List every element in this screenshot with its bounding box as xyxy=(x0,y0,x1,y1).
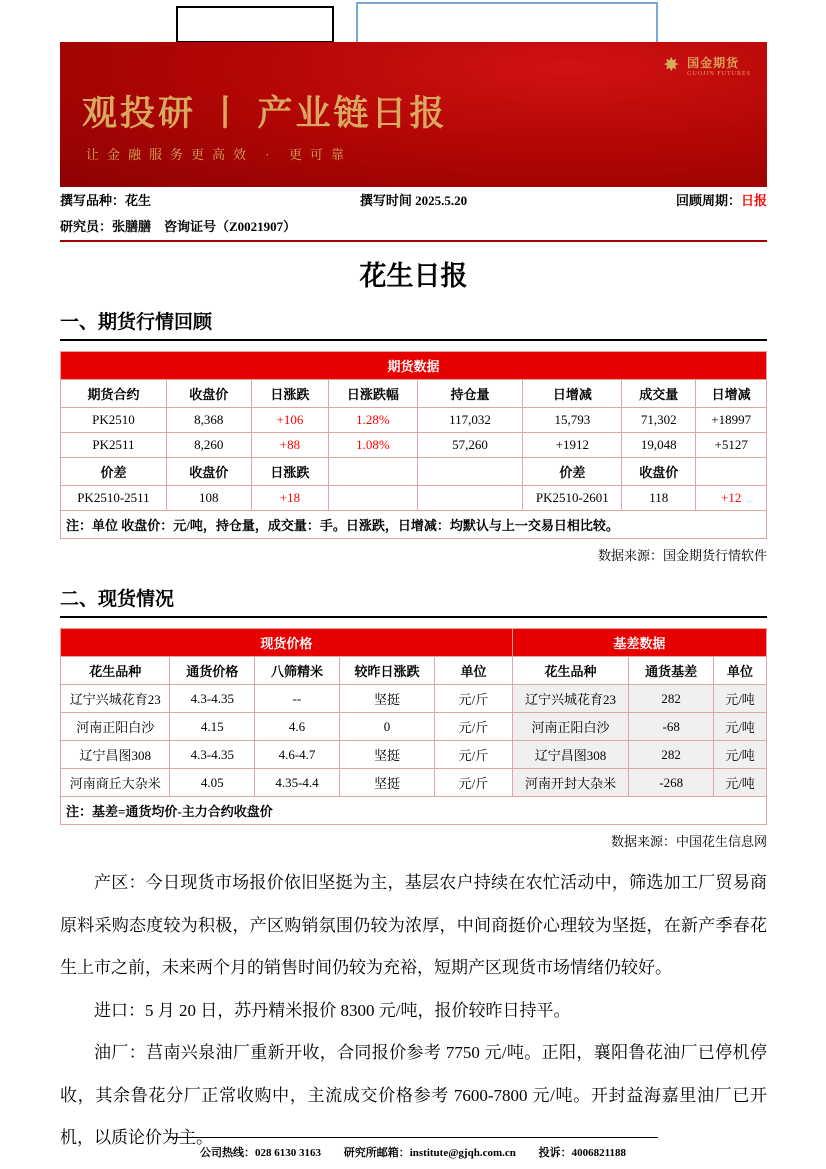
table-row xyxy=(61,511,767,539)
table-cell: 河南开封大杂米 xyxy=(512,769,628,797)
column-header: 通货基差 xyxy=(629,657,714,685)
table-cell: 元/斤 xyxy=(435,769,513,797)
futures-table xyxy=(60,351,767,539)
meta-time: 撰写时间 2025.5.20 xyxy=(359,193,468,208)
meta-period-label: 回顾周期： xyxy=(675,193,741,208)
table-cell: 108 xyxy=(166,486,251,511)
table-row xyxy=(61,769,767,797)
table-cell: 15,793 xyxy=(523,408,622,433)
spot-group-header-left: 现货价格 xyxy=(61,629,513,657)
analysis-text xyxy=(60,862,767,1160)
paragraph-oil-mills: 油厂：莒南兴泉油厂重新开收，合同报价参考 7750 元/吨。正阳，襄阳鲁花油厂已停机停收，其余鲁花分厂正常收购中，主流成交价格参考 7600-7800 元/吨。开封益海嘉里油厂已开机，以质论价为主。 xyxy=(60,1043,767,1147)
table-cell: 坚挺 xyxy=(339,769,434,797)
column-header: 收盘价 xyxy=(166,380,251,408)
table-row xyxy=(61,713,767,741)
table-cell: 元/吨 xyxy=(714,741,767,769)
footer-email: 研究所邮箱：institute@gjqh.com.cn xyxy=(343,1147,516,1159)
column-header: 日涨跌 xyxy=(251,380,329,408)
table-cell: 元/吨 xyxy=(714,685,767,713)
table-row xyxy=(61,352,767,380)
table-cell: 117,032 xyxy=(417,408,523,433)
column-header: 收盘价 xyxy=(622,458,696,486)
table-cell: PK2510-2511 xyxy=(61,486,167,511)
table-row xyxy=(61,685,767,713)
column-header: 单位 xyxy=(435,657,513,685)
column-header: 花生品种 xyxy=(61,657,170,685)
column-header: 日涨跌 xyxy=(251,458,329,486)
table-cell: 4.3-4.35 xyxy=(170,741,255,769)
meta-period-value: 日报 xyxy=(740,193,767,208)
page-footer xyxy=(0,1137,826,1161)
header-divider xyxy=(60,240,767,242)
column-header: 单位 xyxy=(714,657,767,685)
table-header-row xyxy=(61,380,767,408)
table-cell: 元/吨 xyxy=(714,769,767,797)
footer-hotline: 公司热线：028 6130 3163 xyxy=(199,1147,321,1159)
table-cell: 1.08% xyxy=(329,433,417,458)
banner xyxy=(60,42,767,187)
meta-variety: 撰写品种：花生 xyxy=(60,193,152,208)
table-cell: -- xyxy=(255,685,340,713)
table-cell: +88 xyxy=(251,433,329,458)
table-cell: 辽宁兴城花育23 xyxy=(61,685,170,713)
spot-group-header-right: 基差数据 xyxy=(512,629,766,657)
table-cell: PK2510-2601 xyxy=(523,486,622,511)
column-header: 成交量 xyxy=(622,380,696,408)
company-logo xyxy=(660,54,751,77)
table-cell: 282 xyxy=(629,741,714,769)
table-cell: 1.28% xyxy=(329,408,417,433)
table-cell: 4.6-4.7 xyxy=(255,741,340,769)
column-header: 期货合约 xyxy=(61,380,167,408)
banner-title: 观投研 丨 产业链日报 xyxy=(82,94,448,133)
table-cell: 57,260 xyxy=(417,433,523,458)
table-cell: PK2510 xyxy=(61,408,167,433)
column-header xyxy=(696,458,767,486)
table-cell: -268 xyxy=(629,769,714,797)
table-row xyxy=(61,433,767,458)
document-body xyxy=(60,190,767,1160)
column-header: 日增减 xyxy=(523,380,622,408)
table-cell: 8,260 xyxy=(166,433,251,458)
table-cell: 282 xyxy=(629,685,714,713)
column-header: 较昨日涨跌 xyxy=(339,657,434,685)
paragraph-import: 进口：5 月 20 日，苏丹精米报价 8300 元/吨，报价较昨日持平。 xyxy=(94,1000,571,1020)
table-cell: 8,368 xyxy=(166,408,251,433)
column-header xyxy=(417,458,523,486)
table-cell: 0 xyxy=(339,713,434,741)
table-cell xyxy=(417,486,523,511)
column-header: 花生品种 xyxy=(512,657,628,685)
table-note: 注：单位 收盘价：元/吨，持仓量，成交量：手。日涨跌，日增减：均默认与上一交易日相比较。 xyxy=(61,511,767,539)
paragraph-production-area: 产区：今日现货市场报价依旧坚挺为主，基层农户持续在农忙活动中，筛选加工厂贸易商原料采购态度较为积极，产区购销氛围仍较为浓厚，中间商挺价心理较为坚挺，在新产季春花生上市之前，未来两个月的销售时间仍较为充裕，短期产区现货市场情绪仍较好。 xyxy=(60,873,767,977)
column-header xyxy=(329,458,417,486)
table-cell: 4.3-4.35 xyxy=(170,685,255,713)
table-row xyxy=(61,629,767,657)
table-cell: +12 xyxy=(696,486,767,511)
table-cell: 118 xyxy=(622,486,696,511)
annotation-box-1 xyxy=(176,6,334,43)
column-header: 价差 xyxy=(523,458,622,486)
table-row xyxy=(61,408,767,433)
table-cell: 元/斤 xyxy=(435,741,513,769)
column-header: 价差 xyxy=(61,458,167,486)
table-cell: 4.15 xyxy=(170,713,255,741)
table-row xyxy=(61,741,767,769)
table-row xyxy=(61,797,767,825)
column-header: 日增减 xyxy=(696,380,767,408)
table-cell: +106 xyxy=(251,408,329,433)
table-cell: PK2511 xyxy=(61,433,167,458)
table-row xyxy=(61,458,767,486)
column-header: 八筛精米 xyxy=(255,657,340,685)
column-header: 持仓量 xyxy=(417,380,523,408)
logo-company-name: 国金期货 xyxy=(687,56,740,70)
table-cell: 元/吨 xyxy=(714,713,767,741)
spot-table xyxy=(60,628,767,825)
table-cell: 元/斤 xyxy=(435,685,513,713)
table-header-row xyxy=(61,657,767,685)
meta-period xyxy=(676,190,767,209)
table-cell: 4.35-4.4 xyxy=(255,769,340,797)
logo-text xyxy=(687,54,751,77)
table-cell: 辽宁昌图308 xyxy=(61,741,170,769)
table-cell: +1912 xyxy=(523,433,622,458)
futures-table-title: 期货数据 xyxy=(61,352,767,380)
column-header: 日涨跌幅 xyxy=(329,380,417,408)
table-row xyxy=(61,486,767,511)
table-cell: 河南正阳白沙 xyxy=(512,713,628,741)
table-note: 注：基差=通货均价-主力合约收盘价 xyxy=(61,797,767,825)
section-heading-futures: 一、期货行情回顾 xyxy=(60,307,767,341)
footer-complaint: 投诉：4006821188 xyxy=(538,1147,627,1159)
table-cell: 坚挺 xyxy=(339,741,434,769)
table-cell: 4.6 xyxy=(255,713,340,741)
column-header: 收盘价 xyxy=(166,458,251,486)
table-cell: 辽宁昌图308 xyxy=(512,741,628,769)
spot-data-source: 数据来源：中国花生信息网 xyxy=(610,834,767,849)
table-cell: 河南正阳白沙 xyxy=(61,713,170,741)
table-cell: +18 xyxy=(251,486,329,511)
page-title: 花生日报 xyxy=(359,261,468,291)
futures-data-source: 数据来源：国金期货行情软件 xyxy=(597,548,767,563)
footer-contact-line xyxy=(168,1137,658,1160)
table-cell: 坚挺 xyxy=(339,685,434,713)
table-cell: 辽宁兴城花育23 xyxy=(512,685,628,713)
section-heading-spot: 二、现货情况 xyxy=(60,584,767,618)
banner-slogan: 让金融服务更高效 · 更可靠 xyxy=(86,147,352,162)
table-cell: 河南商丘大杂米 xyxy=(61,769,170,797)
table-cell: 4.05 xyxy=(170,769,255,797)
table-cell: -68 xyxy=(629,713,714,741)
logo-company-name-en: GUOJIN FUTURES xyxy=(687,71,751,77)
annotation-box-2 xyxy=(356,2,658,44)
table-cell: +18997 xyxy=(696,408,767,433)
sun-logo-icon: ✸ xyxy=(663,54,680,76)
table-cell xyxy=(329,486,417,511)
meta-row xyxy=(60,190,767,209)
table-cell: 元/斤 xyxy=(435,713,513,741)
column-header: 通货价格 xyxy=(170,657,255,685)
table-cell: +5127 xyxy=(696,433,767,458)
table-cell: 19,048 xyxy=(622,433,696,458)
meta-researcher: 研究员：张膳膳 咨询证号（Z0021907） xyxy=(60,219,297,234)
table-cell: 71,302 xyxy=(622,408,696,433)
